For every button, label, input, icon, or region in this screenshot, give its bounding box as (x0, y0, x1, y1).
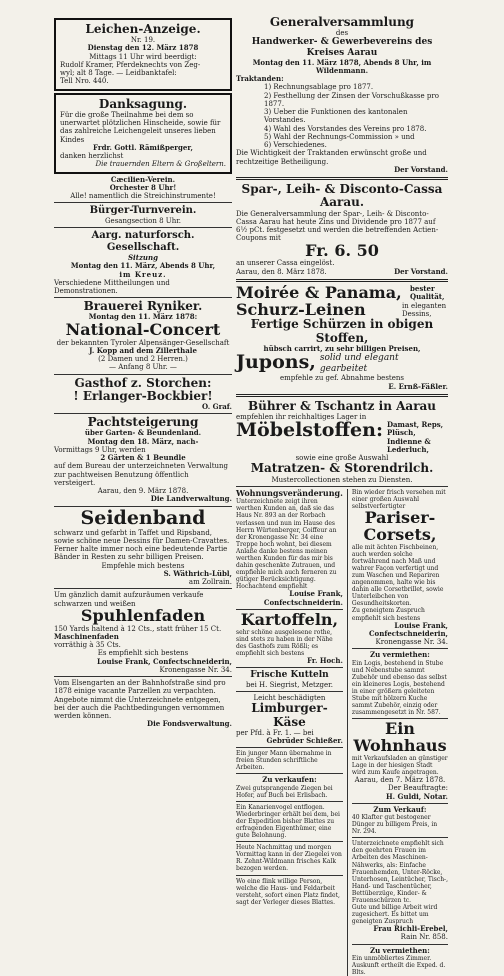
general-title: Generalversammlung (269, 15, 415, 29)
ryniker-name: J. Kopp and dem Zillerthale (89, 345, 197, 355)
thanks-text: Für die große Theilnahme bei dem so unerwartet plötzlichen Hinscheide, sowie für das zahlreiche Leichengeleit unseres lieben Kindes (60, 110, 221, 144)
frauen-place: Rain Nr. 858. (400, 933, 448, 942)
wohnhaus-sig2: H. Guldi, Notar. (386, 791, 448, 801)
general-items (236, 83, 448, 149)
list-item: 2) Festhellung der Zinsen der Vorschußkasse pro 1877. (264, 91, 439, 108)
list-item: 1) Rechnungsablage pro 1877. (264, 83, 374, 92)
spar-text: Die Generalversammlung der Spar-, Leih- & Disconto-Cassa Aarau hat heute Zins und Dividende pro 1877 auf 6½ pCt. festgesetzt und werden die betreffenden Actien-Coupons mit (236, 209, 439, 243)
seide-rec: Empfehle mich bestens (101, 561, 185, 570)
seide-signature: S. Wäthrich-Lübl, (163, 568, 232, 578)
moiree-signature: E. Ernß-Fäßler. (388, 381, 448, 391)
pacht-title: Pachtsteigerung (87, 415, 199, 430)
divider (54, 413, 232, 414)
corsets-place: Kronengasse Nr. 34. (375, 638, 448, 647)
divider (236, 875, 343, 876)
buehrer-text: empfehlen ihr reichhaltiges Lager in (236, 412, 367, 421)
naturforsch-place: im Kreuz. (119, 269, 167, 279)
moiree-besser: bester Qualität, (410, 283, 445, 302)
ziegen-text: Zwei gutsprangende Ziegen bei Hofer, auf Buch bei Erlisbach. (236, 784, 333, 799)
divider (236, 279, 448, 282)
lower-split (236, 489, 448, 976)
list-item: 3) Ueber die Funktionen des kantonalen Vorstandes. (264, 108, 408, 125)
seide-title: Seidenband (80, 506, 206, 529)
spuhlen-text: vorräthig à 35 Cts. (54, 641, 121, 650)
caecilien-note: Alle! namentlich die Streichinstrumente! (70, 192, 216, 201)
thanks-notice (54, 93, 232, 174)
seide-text: Ferner halte immer noch eine bedeutende Partie Bänder in Resten zu sehr billigen Preisen. (54, 545, 228, 562)
ziegen-title: Zu verkaufen: (262, 775, 317, 785)
duenger-text: 40 Klafter gut bestogener Dünger zu billigem Preis, in Nr. 294. (351, 814, 438, 836)
ryniker-concert: National-Concert (65, 319, 221, 339)
pacht-signature: Die Landverwaltung. (150, 494, 232, 504)
divider (236, 667, 343, 668)
pacht-date2: Aarau, den 9. März 1878. (97, 487, 189, 496)
spuhlen-rec: Es empfiehlt sich bestens (97, 649, 189, 658)
thanks-title: Danksagung. (98, 96, 188, 111)
moebel-list: Damast, Reps, Plüsch, Indienne & Lederluch, (386, 420, 444, 454)
divider (54, 374, 232, 375)
spuhlen-title: Spuhlenfaden (80, 605, 206, 625)
seide-text: schwarz und gefarbt in Taffet und Ripsband, sowie schöne neue Dessins für Damen-Cravattes. (54, 528, 230, 545)
spar-amount: Fr. 6. 50 (305, 240, 379, 260)
right-column (236, 16, 448, 976)
limburger-signature: Gebrüder Schießer. (266, 735, 343, 745)
thanks-signature: Die trauernden Eltern & Großeltern. (95, 160, 226, 169)
lower-right (347, 489, 448, 976)
divider (236, 801, 343, 802)
moiree-sub: hübsch carrirt, zu sehr billigen Preisen, (263, 343, 421, 353)
death-notice-line: Dienstag den 12. März 1878 (87, 43, 199, 53)
divider (236, 841, 343, 842)
frauen-sub: Gute und billige Arbeit wird zugesichert. Es bittet um geneigten Zuspruch (351, 903, 438, 926)
divider (54, 227, 232, 228)
logis-text: Ein Logis, bestehend in Stube und Nebenstube sammt Zubehör und ebenso das selbst ein kleineres Logis, bestehend in einer größern geleiteten Stube mit hölzern Kuche sammt Zubehör, einzig oder zusammengesetzt in Nr. 587. (351, 659, 447, 717)
divider (352, 648, 448, 649)
moebel-title: Möbelstoffen: (236, 419, 383, 442)
spar-title: Spar-, Leih- & Disconto-Cassa Aarau. (241, 182, 443, 210)
ryniker-title: Brauerei Ryniker. (83, 299, 203, 314)
corsets-signature: Louise Frank, Confectschneiderin, (368, 620, 448, 638)
lower-left (236, 489, 343, 976)
divider (54, 588, 232, 589)
death-notice-line: Rudolf Kramer, Pferdeknechts von Zeg- (60, 60, 201, 69)
general-traktanden: Traktanden: (236, 74, 284, 84)
moebel-row (236, 421, 448, 454)
logis-title: Zu vermiethen: (370, 650, 430, 660)
jupons-title: Jupons, (236, 351, 316, 374)
kartoffel-signature: Fr. Hoch. (307, 655, 343, 665)
seide-place: am Zollrain. (188, 578, 232, 586)
kanarien-text: Ein Kanarienvogel entflogen. Wiederbringer erhält bei dem, bei der Expedition bisher Blattes zu erfragenden Eigenthümer, eine gute Belohnung. (236, 803, 340, 840)
turnverein-sub: Gesangsection 8 Uhr. (104, 217, 182, 226)
kutteln-title: Frische Kutteln (250, 670, 329, 681)
moiree-title: Moirée & Panama, (236, 282, 402, 302)
divider (236, 773, 343, 774)
spar-signature: Der Vorstand. (394, 266, 448, 276)
schurz-dessins: in eleganten Dessins, (402, 301, 447, 318)
general-date: Montag den 11. März 1878, Abends 8 Uhr, im Wildenmann. (252, 57, 432, 75)
pacht-sub: über Garten- & Beundenland. (84, 428, 202, 438)
divider (54, 676, 232, 677)
junger-text: Ein junger Mann übernahme in freien Stunden schriftliche Arbeiten. (236, 750, 332, 772)
death-notice-line: Tell Nro. 440. (60, 77, 109, 86)
frauen-text: Unterzeichnete empfiehlt sich den geehrten Frauen im Arbeiten des Maschinen-Nähwerks, als: Einfache Frauenhemden, Unter-Röcke, Unterhosen, Leintücher, Tisch-, Hand- und Taschentücher, Bettüberzüge, Kinder- & Frauenschürzen tc. (351, 840, 448, 904)
ryniker-text: der bekannten Tyroler Alpensänger-Gesellschaft (56, 338, 230, 347)
divider (352, 944, 448, 945)
divider (54, 202, 232, 203)
limburger-title: Limburger-Käse (251, 701, 328, 729)
moiree-fertig: Fertige Schürzen in obigen Stoffen, (250, 317, 434, 345)
list-item: 4) Wahl des Vorstandes des Vereins pro 1878. (264, 124, 427, 133)
buehrer-note: Mustercollectionen stehen zu Diensten. (271, 475, 413, 484)
divider (236, 691, 343, 692)
kartoffel-text: sehr schöne ausgelesene rothe, sind stets zu haben in der Nähe des Gasthofs zum Rößli; es empfiehlt sich bestens (236, 628, 333, 657)
spar-date: Aarau, den 8. März 1878. (236, 267, 327, 276)
divider (236, 394, 448, 397)
general-des: des (335, 29, 349, 38)
storchen-bock: ! Erlanger-Bockbier! (73, 388, 213, 403)
ryniker-date: Montag den 11. März 1878: (88, 312, 198, 322)
ryniker-start: — Anfang 8 Uhr. — (109, 363, 177, 372)
pacht-item: 2 Gärten & 1 Beundle (100, 453, 186, 463)
duenger-title: Zum Verkauf: (373, 804, 427, 814)
death-notice-title: Leichen-Anzeige. (85, 22, 201, 36)
death-notice-number: Nr. 19. (130, 36, 156, 45)
limburger-price: per Pfd. à Fr. 1. — bei (236, 728, 314, 737)
wohnhaus-title: Ein Wohnhaus (353, 719, 447, 755)
general-verein: Handwerker- & Gewerbevereins des Kreises Aarau (251, 37, 433, 59)
divider (236, 177, 448, 180)
moiree-rec: empfehle zu gef. Abnahme bestens (280, 374, 404, 383)
buehrer-sub: sowie eine große Auswahl (295, 454, 389, 463)
general-note: Die Wichtigkeit der Traktanden erwünscht große und rechtzeitige Betheiligung. (236, 149, 427, 166)
naturforsch-date: Montag den 11. März, Abends 8 Uhr, (70, 261, 216, 271)
storchen-title: Gasthof z. Storchen: (74, 375, 212, 390)
thanks-name: Frdr. Gottl. Rämißperger, (93, 142, 193, 152)
death-notice-line: Mittags 11 Uhr wird beerdigt: (89, 52, 197, 61)
caecilien-title: Cæcilien-Verein. (110, 174, 176, 184)
jupons-row (236, 353, 448, 374)
thanks-danken: danken herzlichst (60, 152, 124, 161)
wohnung-signature: Louise Frank, Confectschneiderin. (263, 589, 343, 607)
spuhlen-signature: Louise Frank, Confectschneiderin, (96, 656, 232, 666)
list-item: 6) Verschiedenes. (264, 141, 327, 150)
divider (352, 837, 448, 838)
ryniker-sub: (2 Damen und 2 Herren.) (98, 355, 188, 363)
schurz-title: Schurz-Leinen (236, 299, 366, 319)
wohnung-text: Unterzeichnete zeigt ihren werthen Kunden an, daß sie das Haus Nr. 893 an der Rorbach verlassen und nun im Hause des Herrn Würtenberger, Coiffeur an der Kronengasse Nr. 34 eine Treppe hoch wohnt, bei diesem Anlaße danke bestens meinen werthen Kunden für das mir bis dahin geschenkte Zutrauen, und empfiehle mich auch ferneren zu gütiger Berücksichtigung. Hochachtend empfiehlt (236, 498, 337, 591)
wohnhaus-sig1: Der Beauftragte: (387, 784, 448, 793)
kutteln-text: bei H. Siegrist, Metzger. (245, 680, 333, 689)
death-notice (54, 18, 232, 91)
schwarz-text: Um gänzlich damit aufzuräumen verkaufe schwarzen und weißen (54, 591, 204, 608)
fuhre-text: Heute Nachmittag und morgen Vormittag kann in der Ziegelei von R. Zehnt-Wildmann frisches Kalk bezogen werden. (236, 844, 342, 873)
divider (236, 747, 343, 748)
bahnhof-text: Vom Elsengarten an der Bahnhofstraße sind pro 1878 einige vacante Parzellen zu verpachten. Angebote nimmt die Unterzeichnete entgegen, bei der auch die Pachtbedingungen vernommen werden können. (54, 679, 226, 721)
death-notice-line: wyl; alt 8 Tage. — Leidbanktafel: (60, 69, 177, 78)
spar-footer (236, 268, 448, 276)
caecilien-orchestra: Orchester 8 Uhr! (109, 182, 177, 192)
buehrer-mat: Matratzen- & Storendrilch. (250, 461, 434, 476)
bahnhof-signature: Die Fondsverwaltung. (147, 719, 232, 729)
wohnhaus-text: mit Verkaufsladen an günstiger Lage in der hiesigen Stadt wird zum Kaufe angetragen. (351, 754, 448, 776)
schurz-header (236, 299, 448, 319)
pacht-text: Vormittags 9 Uhr, werden (54, 445, 146, 454)
pacht-date: Montag den 18. März, nach- (87, 436, 199, 446)
naturforsch-sitzung: Sitzung (128, 253, 158, 263)
divider (54, 297, 232, 298)
naturforsch-text: Verschiedene Mittheilungen und Demonstrationen. (54, 278, 170, 296)
left-column (54, 16, 232, 729)
frauen-signature: Frau Richli-Erebel, (373, 924, 448, 934)
spuhlen-masch: Maschinenfaden (54, 631, 119, 641)
zimmer-text: Ein unmöbliertes Zimmer. Auskunft ertheilt die Exped. d. Blts. (351, 954, 446, 976)
person-text: Wo eine flink willige Person, welche die Haus- und Feldarbeit versteht, sofort einen Platz findet, sagt der Verleger dieses Blattes. (236, 877, 340, 906)
corsets-text: alle mit ächten Fischbeinen, auch werden solche fortwährend nach Maß und wahrer Façon verfertigt und zum Waschen und Repariren angenommen, halte wie bis dahin alle Corsetbrillet, sowie Unterleibchen von Gesundheitskorten. (351, 543, 444, 608)
spuhlen-text: 150 Yards haltend à 12 Cts., statt früher 15 Ct. (54, 624, 222, 633)
wohnhaus-date: Aarau, den 7. März 1878. (354, 776, 446, 785)
spuhlen-place: Kronengasse Nr. 34. (159, 665, 232, 674)
buehrer-title: Bührer & Tschantz in Aarau (247, 398, 437, 413)
turnverein-title: Bürger-Turnverein. (89, 205, 197, 217)
zimmer-title: Zu vermiethen: (370, 945, 430, 955)
corsets-rec: Zu geneigtem Zuspruch empfiehlt sich bestens (351, 607, 425, 622)
divider (236, 486, 448, 487)
spar-text2: an unserer Cassa eingelöst. (236, 259, 335, 268)
naturforsch-title: Aarg. naturforsch. Gesellschaft. (91, 230, 195, 254)
list-item: 5) Wahl der Rechnungs-Commission » und (264, 132, 415, 141)
jupons-sub: solid und elegant gearbeitet (319, 353, 399, 374)
limburger-text: Leicht beschädigten (253, 694, 326, 703)
general-signature: Der Vorstand. (394, 164, 448, 174)
corsets-intro: Bin wieder frisch versehen mit einer großen Auswahl selbstverfertigter (351, 488, 446, 511)
wohnung-title: Wohnungsveränderung. (236, 487, 343, 498)
pacht-text: auf dem Bureau der unterzeichneten Verwaltung zur pachtweisen Benutzung öffentlich versteigert. (54, 462, 228, 487)
storchen-signature: O. Graf. (202, 401, 232, 411)
divider (352, 803, 448, 804)
corsets-title: Pariser-Corsets, (363, 508, 437, 544)
kartoffel-title: Kartoffeln, (240, 609, 339, 629)
